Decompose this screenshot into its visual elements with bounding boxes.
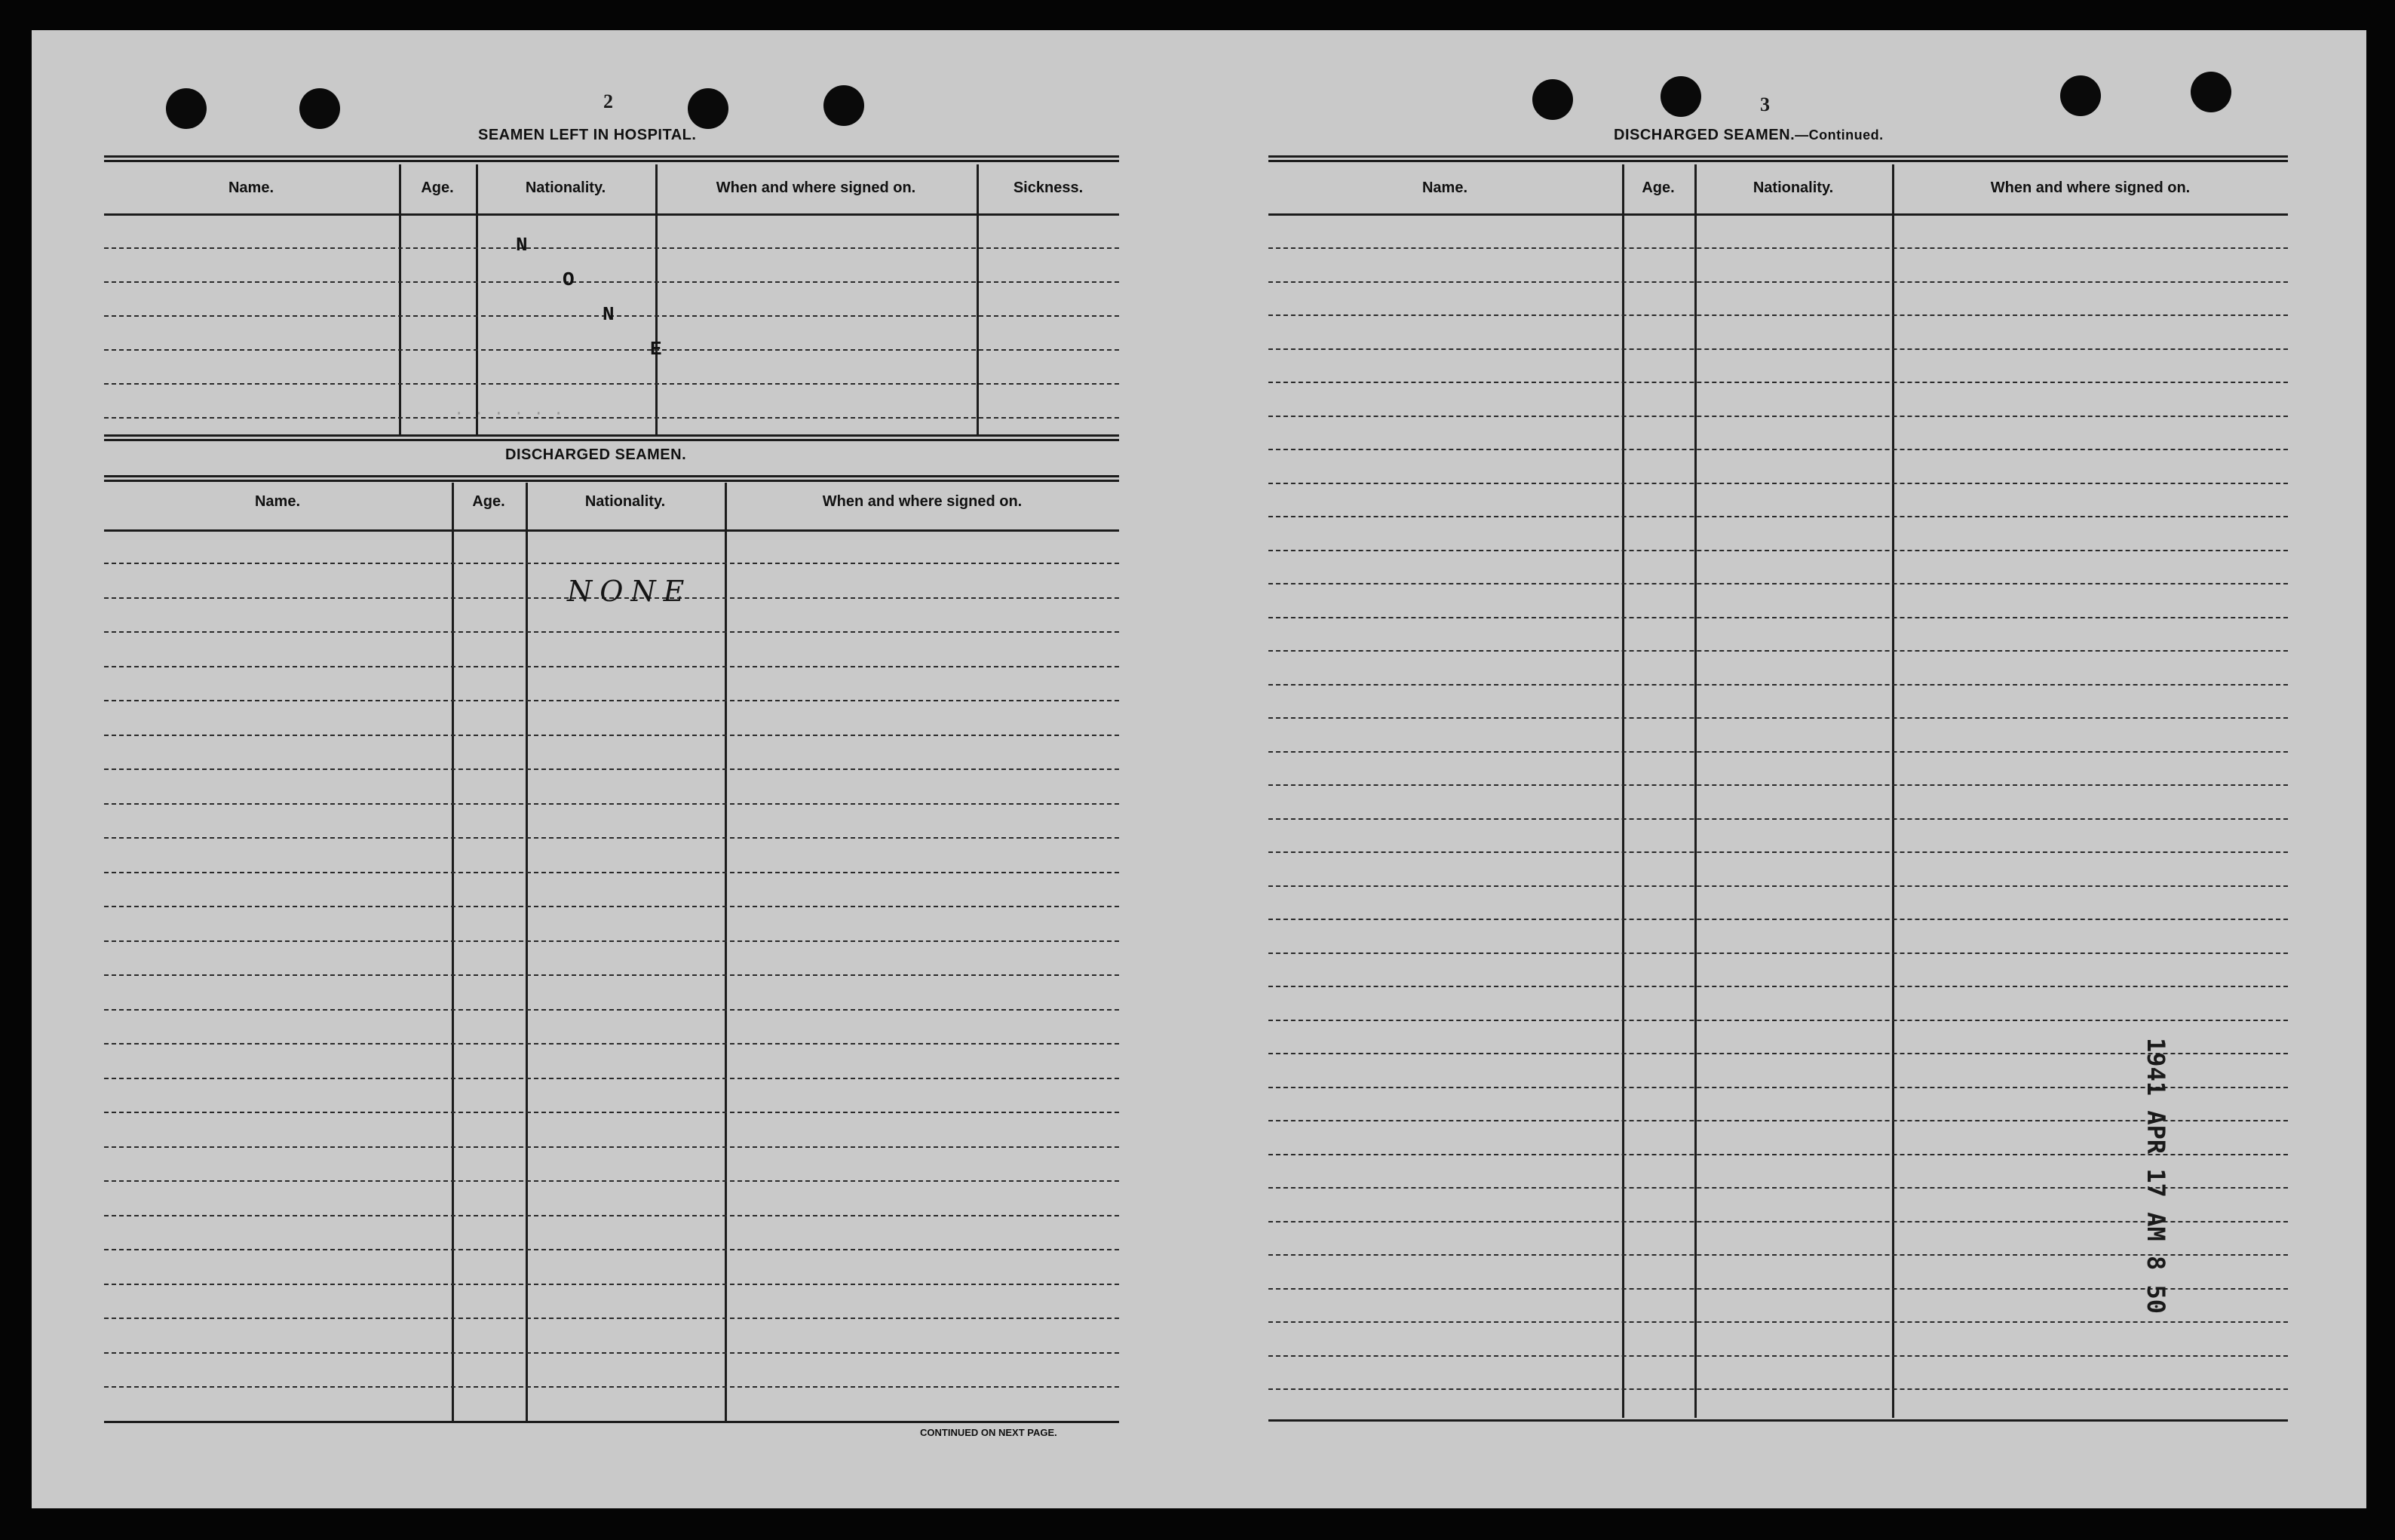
entry-line bbox=[1268, 1120, 2288, 1121]
punch-hole bbox=[299, 88, 340, 129]
column-header-signed-on: When and where signed on. bbox=[1990, 179, 2191, 196]
page-left bbox=[32, 30, 1178, 1508]
column-divider bbox=[1622, 164, 1624, 1418]
entry-line bbox=[1268, 1187, 2288, 1189]
entry-line bbox=[1268, 953, 2288, 954]
section-title-suffix: —Continued. bbox=[1795, 127, 1884, 143]
column-header-nationality: Nationality. bbox=[525, 179, 606, 196]
entry-line bbox=[1268, 1154, 2288, 1155]
punch-hole bbox=[1661, 76, 1701, 117]
entry-line bbox=[104, 768, 1119, 770]
entry-line bbox=[1268, 1321, 2288, 1323]
entry-line bbox=[1268, 1020, 2288, 1021]
typed-letter: O bbox=[563, 268, 575, 291]
typed-letter: N bbox=[516, 234, 528, 256]
entry-line bbox=[1268, 247, 2288, 249]
entry-line bbox=[104, 1078, 1119, 1079]
table-top-rule bbox=[1268, 155, 2288, 162]
section-title-text: DISCHARGED SEAMEN. bbox=[1614, 127, 1795, 143]
entry-line bbox=[104, 1352, 1119, 1354]
column-header-name: Name. bbox=[1421, 179, 1468, 196]
typed-letter: E bbox=[650, 338, 662, 360]
entry-line bbox=[104, 417, 1119, 419]
column-divider bbox=[452, 483, 454, 1421]
entry-line bbox=[104, 666, 1119, 667]
table-top-rule bbox=[104, 475, 1119, 482]
entry-line bbox=[1268, 382, 2288, 383]
entry-line bbox=[104, 383, 1119, 385]
entry-line bbox=[104, 906, 1119, 907]
header-rule bbox=[1268, 213, 2288, 216]
entry-line bbox=[1268, 1388, 2288, 1390]
entry-line bbox=[1268, 1288, 2288, 1290]
entry-line bbox=[1268, 617, 2288, 618]
entry-line bbox=[104, 1386, 1119, 1388]
entry-line bbox=[104, 281, 1119, 283]
entry-line bbox=[1268, 516, 2288, 517]
column-divider bbox=[526, 483, 528, 1421]
table-top-rule bbox=[104, 155, 1119, 162]
column-divider bbox=[725, 483, 727, 1421]
page-right bbox=[1208, 30, 2366, 1508]
column-divider bbox=[655, 164, 658, 434]
entry-line bbox=[104, 1249, 1119, 1250]
entry-line bbox=[1268, 986, 2288, 987]
column-header-name: Name. bbox=[254, 493, 301, 510]
entry-line bbox=[1268, 583, 2288, 584]
entry-line bbox=[104, 1284, 1119, 1285]
entry-line bbox=[1268, 281, 2288, 283]
column-header-sickness: Sickness. bbox=[1013, 179, 1084, 196]
entry-line bbox=[104, 974, 1119, 976]
punch-hole bbox=[166, 88, 207, 129]
entry-line bbox=[1268, 1254, 2288, 1256]
entry-line bbox=[104, 940, 1119, 942]
entry-line bbox=[1268, 483, 2288, 484]
entry-line bbox=[104, 1215, 1119, 1216]
page-number: 3 bbox=[1760, 94, 1770, 115]
header-rule bbox=[104, 213, 1119, 216]
entry-line bbox=[1268, 818, 2288, 820]
entry-line bbox=[1268, 1053, 2288, 1054]
entry-line bbox=[1268, 1221, 2288, 1222]
column-divider bbox=[476, 164, 478, 434]
column-divider bbox=[399, 164, 401, 434]
received-date-stamp: 1941 APR 17 AM 8 50 bbox=[2142, 1038, 2170, 1315]
column-header-signed-on: When and where signed on. bbox=[822, 493, 1023, 510]
entry-line bbox=[104, 700, 1119, 701]
table-bottom-rule bbox=[104, 1421, 1119, 1423]
entry-line bbox=[1268, 1087, 2288, 1088]
entry-line bbox=[1268, 851, 2288, 853]
column-header-nationality: Nationality. bbox=[1753, 179, 1834, 196]
entry-line bbox=[104, 1146, 1119, 1148]
punch-hole bbox=[2060, 75, 2101, 116]
punch-hole bbox=[1532, 79, 1573, 120]
column-header-age: Age. bbox=[472, 493, 505, 510]
continued-note: CONTINUED ON NEXT PAGE. bbox=[920, 1427, 1057, 1438]
entry-line bbox=[1268, 550, 2288, 551]
discharged-continued-title bbox=[1614, 127, 1884, 144]
discharged-section-title: DISCHARGED SEAMEN. bbox=[505, 446, 687, 463]
punch-hole bbox=[2191, 72, 2231, 112]
column-header-age: Age. bbox=[1642, 179, 1675, 196]
table-bottom-rule bbox=[1268, 1419, 2288, 1422]
page-number: 2 bbox=[603, 90, 613, 112]
header-rule bbox=[104, 529, 1119, 532]
scanned-document bbox=[32, 30, 2366, 1508]
column-header-name: Name. bbox=[228, 179, 274, 196]
column-divider bbox=[1694, 164, 1697, 1418]
entry-line bbox=[1268, 1355, 2288, 1357]
punch-hole bbox=[688, 88, 728, 129]
entry-line bbox=[1268, 650, 2288, 652]
entry-line bbox=[1268, 314, 2288, 316]
entry-line bbox=[104, 803, 1119, 805]
column-header-age: Age. bbox=[421, 179, 454, 196]
entry-line bbox=[104, 1180, 1119, 1182]
entry-line bbox=[104, 872, 1119, 873]
entry-line bbox=[104, 1043, 1119, 1045]
entry-line bbox=[104, 349, 1119, 351]
entry-line bbox=[1268, 416, 2288, 417]
entry-line bbox=[104, 1112, 1119, 1113]
handwritten-entry: NONE bbox=[567, 575, 692, 608]
column-divider bbox=[1892, 164, 1894, 1418]
bleed-through-text: · · · · · · bbox=[454, 404, 564, 423]
entry-line bbox=[104, 837, 1119, 839]
entry-line bbox=[104, 631, 1119, 633]
entry-line bbox=[1268, 885, 2288, 887]
entry-line bbox=[104, 1009, 1119, 1011]
entry-line bbox=[1268, 717, 2288, 719]
entry-line bbox=[1268, 784, 2288, 786]
entry-line bbox=[1268, 919, 2288, 920]
punch-hole bbox=[823, 85, 864, 126]
entry-line bbox=[104, 735, 1119, 736]
column-divider bbox=[977, 164, 979, 434]
hospital-section-title: SEAMEN LEFT IN HOSPITAL. bbox=[478, 127, 697, 143]
entry-line bbox=[104, 1318, 1119, 1319]
entry-line bbox=[1268, 751, 2288, 753]
entry-line bbox=[1268, 449, 2288, 450]
column-header-nationality: Nationality. bbox=[584, 493, 666, 510]
typed-letter: N bbox=[603, 303, 615, 326]
entry-line bbox=[1268, 348, 2288, 350]
table-bottom-rule bbox=[104, 434, 1119, 441]
entry-line bbox=[104, 563, 1119, 564]
entry-line bbox=[1268, 684, 2288, 686]
column-header-signed-on: When and where signed on. bbox=[716, 179, 916, 196]
entry-line bbox=[104, 247, 1119, 249]
